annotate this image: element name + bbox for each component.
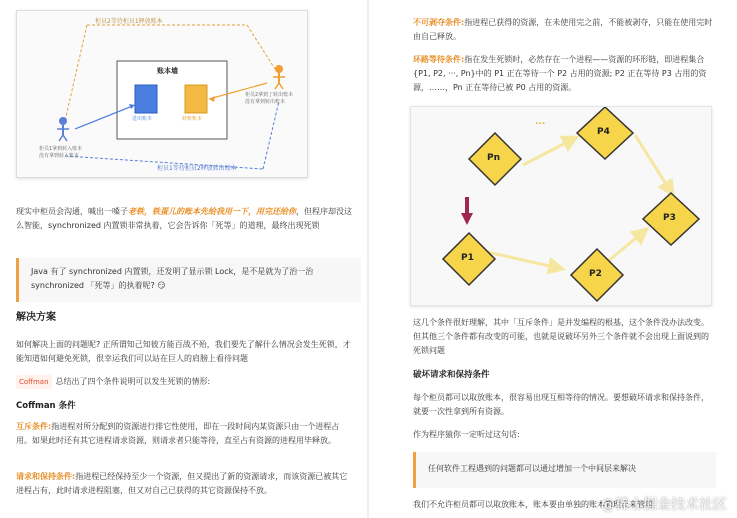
banter-rest: ，但程序却没这么智能，synchronized 内置锁非常执着，它会告诉你「死等」的道理，最终出现死锁 [16,207,352,230]
cond2-label: 请求和保持条件: [16,472,76,481]
condition-mutual-exclusion [16,420,354,448]
condition-hold-and-wait [16,470,354,498]
top-dashed-label: 柜员2等待柜员1释放账本 [95,18,163,25]
label-pn: Pn [487,153,501,163]
paragraph-coffman [16,375,354,389]
cond3-label: 不可剥夺条件: [413,18,465,27]
cond4-label: 环路等待条件: [413,55,465,64]
ledger-in-label: 进出账本 [132,116,153,122]
wall-label: 账本墙 [157,67,178,75]
label-p4: P4 [597,127,610,137]
condition-circular-wait [413,53,713,95]
condition-no-preemption [413,16,713,44]
cond1-text: 指进程对所分配到的资源进行排它性使用，即在一段时间内某资源只由一个进程占用。如果此时还有其它进程请求资源，则请求者只能等待，直至占有资源的进程用毕释放。 [16,422,340,445]
circular-wait-diagram [410,106,712,306]
ledger-out-label: 转账账本 [182,116,203,122]
heading-solution: 解决方案 [16,312,56,323]
coffman-summary: 总结出了四个条件说明可以发生死锁的情形: [55,377,211,386]
banter-intro: 现实中柜员会沟通，喊出一嗓子 [16,207,128,216]
heading-coffman-conditions: Coffman 条件 [16,401,76,411]
bottom-dashed-label: 柜员1等待柜员2释放转出账本 [157,165,237,172]
banter-emphasis: 老铁，铁蛋儿的账本先给我用一下，用完还给你 [128,207,296,216]
cond3-text: 指进程已获得的资源，在未使用完之前，不能被剥夺，只能在使用完时由自己释放。 [413,18,713,41]
right-person-note: 柜员2拿到了转出账本 没有拿到转出账本 [245,92,294,105]
paragraph-saying-intro: 作为程序猿你一定听过这句话: [413,430,520,439]
quote-text: Java 有了 synchronized 内置锁，还发明了显示锁 Lock，是不是就为了治一治 synchronized 「死等」的执着呢? 😏 [31,267,314,290]
cond4-text: 指在发生死锁时，必然存在一个进程——资源的环形链，即进程集合{P1, P2, ···, Pn}中的 P1 正在等待一个 P2 占用的资源; P2 正在等待 P3 占用的资源，……，Pn 正在等待已被 P0 占用的资源。 [413,55,707,92]
cond2-text: 指进程已经保持至少一个资源，但又提出了新的资源请求，而该资源已被其它进程占有，此时请求进程阻塞，但又对自己已获得的其它资源保持不放。 [16,472,348,495]
left-person-note: 柜员1拿到转入账本 没有拿到转入账本 [39,146,83,159]
coffman-tag: Coffman [16,375,52,389]
paragraph-how-to-solve: 如何解决上面的问题呢? 正所谓知己知彼方能百战不殆，我们要先了解什么情况会发生死锁，才能知道如何避免死锁，很幸运我们可以站在巨人的肩膀上看待问题 [16,340,351,363]
quote2-text: 任何软件工程遇到的问题都可以通过增加一个中间层来解决 [428,464,636,473]
label-p1: P1 [461,253,474,263]
label-p3: P3 [663,213,676,223]
paragraph-banter [16,205,354,233]
heading-break-hold-wait: 破坏请求和保持条件 [413,370,490,380]
deadlock-illustration [16,10,308,178]
process-cycle-graph [411,107,711,305]
cond1-label: 互斥条件: [16,422,52,431]
left-column [0,0,368,518]
site-watermark: @稀土掘金技术社区 [601,497,727,513]
paragraph-take-all: 每个柜员都可以取放账本，很容易出现互相等待的情况。要想破坏请求和保持条件，就要一次性拿到所有资源。 [413,393,709,416]
label-p2: P2 [589,269,602,279]
paragraph-conditions-explained: 这几个条件很好理解，其中「互斥条件」是并发编程的根基，这个条件没办法改变。但其他三个条件都有改变的可能，也就是说破坏另外三个条件就不会出现上面说到的死锁问题 [413,318,709,355]
ellipsis-label: ... [535,117,546,127]
blockquote-lock [16,258,361,302]
paragraph-ledger-manager: 我们不允许柜员都可以取放账本，账本要由单独的账本管理员来管理 [413,500,653,509]
